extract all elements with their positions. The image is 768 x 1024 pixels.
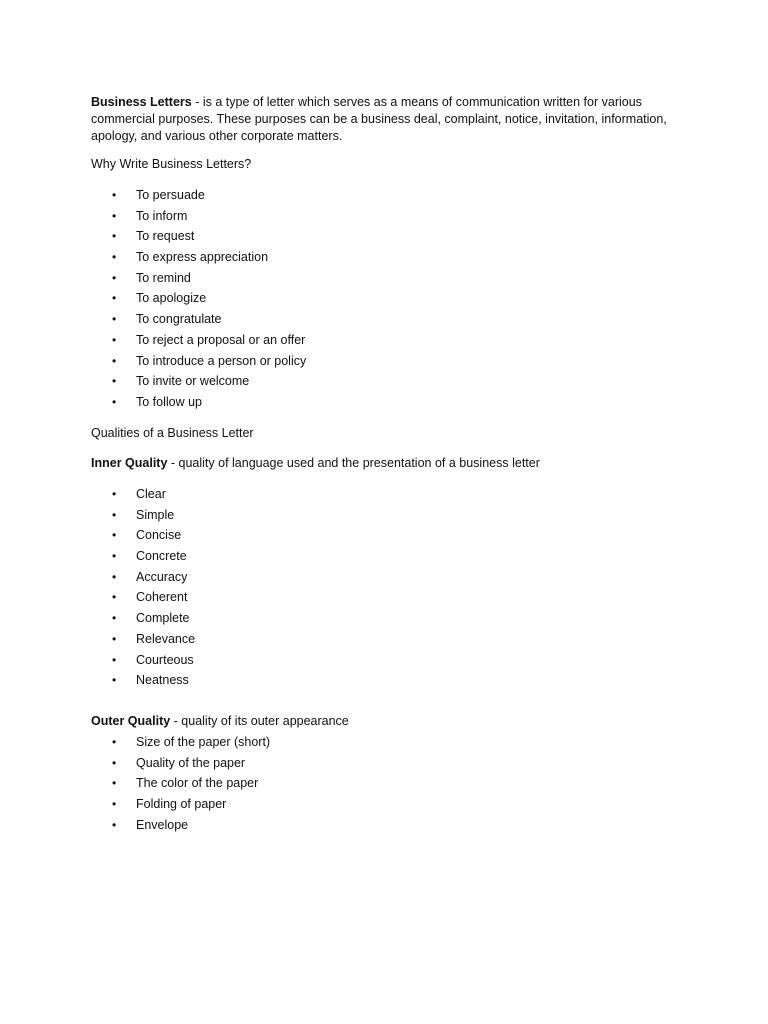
- list-item-text: To apologize: [136, 291, 207, 306]
- list-item-text: To express appreciation: [136, 250, 269, 265]
- bullet-icon: •: [112, 549, 117, 564]
- bullet-icon: •: [112, 631, 117, 646]
- bullet-icon: •: [112, 590, 117, 605]
- bullet-icon: •: [112, 652, 117, 667]
- list-item-text: To follow up: [136, 394, 203, 409]
- list-item-text: Quality of the paper: [136, 755, 246, 770]
- outer-quality-definition: - quality of its outer appearance: [170, 714, 349, 728]
- bullet-icon: •: [112, 569, 117, 584]
- list-item-text: Courteous: [136, 652, 194, 667]
- inner-quality-term: Inner Quality: [91, 456, 168, 470]
- business-letters-term: Business Letters: [91, 95, 192, 109]
- bullet-icon: •: [112, 353, 117, 368]
- intro-paragraph: [91, 94, 691, 145]
- list-item-text: To invite or welcome: [136, 374, 250, 389]
- bullet-icon: •: [112, 528, 117, 543]
- bullet-icon: •: [112, 374, 117, 389]
- list-item-text: Folding of paper: [136, 797, 227, 812]
- bullet-icon: •: [112, 735, 117, 749]
- list-item-text: Relevance: [136, 631, 196, 646]
- bullet-icon: •: [112, 755, 117, 770]
- bullet-icon: •: [112, 394, 117, 409]
- list-item-text: To reject a proposal or an offer: [136, 332, 306, 347]
- bullet-icon: •: [112, 487, 117, 501]
- list-item-text: To persuade: [136, 188, 205, 202]
- inner-quality-definition: - quality of language used and the presentation of a business letter: [167, 456, 540, 470]
- why-heading: Why Write Business Letters?: [91, 157, 252, 171]
- bullet-icon: •: [112, 673, 117, 688]
- bullet-icon: •: [112, 507, 117, 522]
- list-item-text: The color of the paper: [136, 776, 259, 791]
- list-item-text: To remind: [136, 270, 191, 285]
- bullet-icon: •: [112, 250, 117, 265]
- list-item-text: Coherent: [136, 590, 188, 605]
- bullet-icon: •: [112, 270, 117, 285]
- bullet-icon: •: [112, 797, 117, 812]
- qualities-heading: Qualities of a Business Letter: [91, 426, 254, 440]
- bullet-icon: •: [112, 817, 117, 832]
- list-item-text: Accuracy: [136, 569, 188, 584]
- list-item-text: Size of the paper (short): [136, 735, 271, 749]
- bullet-icon: •: [112, 611, 117, 626]
- bullet-icon: •: [112, 776, 117, 791]
- bullet-icon: •: [112, 291, 117, 306]
- list-item-text: Concise: [136, 528, 182, 543]
- list-item-text: To inform: [136, 208, 188, 223]
- bullet-icon: •: [112, 332, 117, 347]
- list-item-text: Concrete: [136, 549, 187, 564]
- inner-quality-line: [91, 455, 540, 472]
- list-item-text: Simple: [136, 507, 175, 522]
- business-letters-definition: - is a type of letter which serves as a means of communication written for various commercial purposes. These purposes can be a business deal, complaint, notice, invitation, information, apology, and various other corporate matters.: [91, 95, 667, 143]
- list-item-text: Clear: [136, 487, 166, 501]
- list-item-text: To request: [136, 229, 195, 244]
- bullet-icon: •: [112, 188, 117, 202]
- outer-quality-term: Outer Quality: [91, 714, 171, 728]
- list-item-text: To congratulate: [136, 312, 222, 327]
- bullet-icon: •: [112, 312, 117, 327]
- list-item-text: Neatness: [136, 673, 189, 688]
- outer-quality-line: [91, 713, 349, 730]
- bullet-icon: •: [112, 229, 117, 244]
- bullet-icon: •: [112, 208, 117, 223]
- list-item-text: To introduce a person or policy: [136, 353, 307, 368]
- list-item-text: Complete: [136, 611, 190, 626]
- list-item-text: Envelope: [136, 817, 189, 832]
